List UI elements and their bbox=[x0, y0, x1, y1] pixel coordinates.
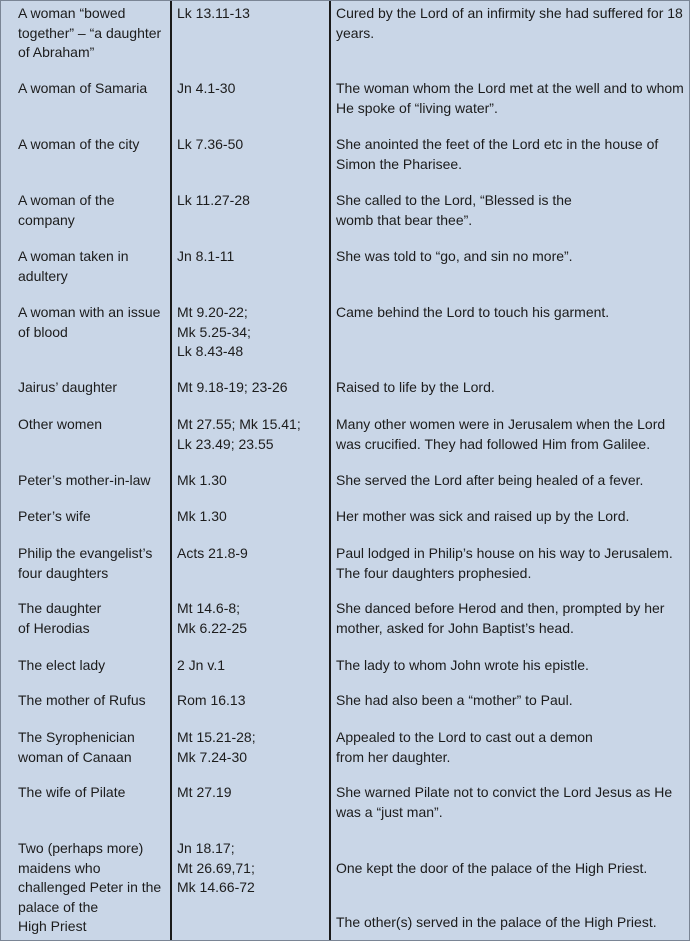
column-divider bbox=[329, 1, 331, 940]
reference-cell: Mk 1.30 bbox=[177, 472, 227, 488]
description-cell: She called to the Lord, “Blessed is the womb that bear thee”. bbox=[336, 192, 572, 228]
reference-cell: Mt 9.18-19; 23-26 bbox=[177, 379, 288, 395]
description-cell: The lady to whom John wrote his epistle. bbox=[336, 657, 589, 673]
person-cell: A woman taken in adultery bbox=[18, 248, 129, 284]
reference-cell: Lk 7.36-50 bbox=[177, 136, 244, 152]
person-cell: A woman of the company bbox=[18, 192, 115, 228]
reference-cell: Mt 15.21-28; Mk 7.24-30 bbox=[177, 729, 256, 765]
reference-cell: Mt 27.19 bbox=[177, 784, 232, 800]
description-cell: Appealed to the Lord to cast out a demon from her daughter. bbox=[336, 729, 593, 765]
person-cell: A woman with an issue of blood bbox=[18, 304, 161, 340]
person-cell: A woman of the city bbox=[18, 136, 140, 152]
reference-cell: Jn 18.17; Mt 26.69,71; Mk 14.66-72 bbox=[177, 840, 255, 895]
person-cell: Other women bbox=[18, 416, 103, 432]
reference-cell: Jn 8.1-11 bbox=[177, 248, 235, 264]
description-cell: She anointed the feet of the Lord etc in the house of Simon the Pharisee. bbox=[336, 136, 659, 172]
description-cell: She warned Pilate not to convict the Lord Jesus as He was a “just man”. bbox=[336, 784, 673, 820]
description-cell: She was told to “go, and sin no more”. bbox=[336, 248, 573, 264]
person-cell: The wife of Pilate bbox=[18, 784, 126, 800]
description-cell bbox=[336, 839, 688, 932]
reference-cell: Mt 14.6-8; Mk 6.22-25 bbox=[177, 600, 248, 636]
description-cell: Cured by the Lord of an infirmity she had suffered for 18 years. bbox=[336, 5, 683, 41]
person-cell: The elect lady bbox=[18, 657, 106, 673]
reference-cell: Rom 16.13 bbox=[177, 692, 246, 708]
description-cell: Raised to life by the Lord. bbox=[336, 379, 495, 395]
person-cell: A woman of Samaria bbox=[18, 80, 148, 96]
description-cell: She had also been a “mother” to Paul. bbox=[336, 692, 573, 708]
description-cell: The woman whom the Lord met at the well and to whom He spoke of “living water”. bbox=[336, 80, 684, 116]
description-cell: She danced before Herod and then, prompted by her mother, asked for John Baptist’s head. bbox=[336, 600, 665, 636]
description-cell: She served the Lord after being healed of a fever. bbox=[336, 472, 644, 488]
reference-cell: Jn 4.1-30 bbox=[177, 80, 236, 96]
reference-cell: Mt 9.20-22; Mk 5.25-34; Lk 8.43-48 bbox=[177, 304, 251, 359]
description-cell: Came behind the Lord to touch his garment. bbox=[336, 304, 610, 320]
reference-cell: Acts 21.8-9 bbox=[177, 545, 248, 561]
description-cell: Paul lodged in Philip’s house on his way to Jerusalem. The four daughters prophesied. bbox=[336, 545, 673, 581]
description-cell: Her mother was sick and raised up by the Lord. bbox=[336, 508, 630, 524]
person-cell: Two (perhaps more) maidens who challenged Peter in the palace of the High Priest bbox=[18, 840, 162, 934]
description-line: The other(s) served in the palace of the High Priest. bbox=[336, 913, 657, 930]
description-line: One kept the door of the palace of the High Priest. bbox=[336, 859, 648, 876]
person-cell: Philip the evangelist’s four daughters bbox=[18, 545, 153, 581]
person-cell: Peter’s mother-in-law bbox=[18, 472, 151, 488]
reference-cell: 2 Jn v.1 bbox=[177, 657, 225, 673]
column-divider bbox=[170, 1, 172, 940]
person-cell: The mother of Rufus bbox=[18, 692, 146, 708]
description-cell: Many other women were in Jerusalem when the Lord was crucified. They had followed Him from Galilee. bbox=[336, 416, 666, 452]
reference-cell: Mt 27.55; Mk 15.41; Lk 23.49; 23.55 bbox=[177, 416, 301, 452]
person-cell: Peter’s wife bbox=[18, 508, 91, 524]
reference-cell: Lk 13.11-13 bbox=[177, 5, 250, 21]
reference-cell: Mk 1.30 bbox=[177, 508, 227, 524]
person-cell: Jairus’ daughter bbox=[18, 379, 118, 395]
paragraph-gap bbox=[336, 878, 688, 893]
person-cell: A woman “bowed together” – “a daughter of Abraham” bbox=[18, 5, 162, 60]
person-cell: The daughter of Herodias bbox=[18, 600, 102, 636]
reference-cell: Lk 11.27-28 bbox=[177, 192, 250, 208]
person-cell: The Syrophenician woman of Canaan bbox=[18, 729, 135, 765]
